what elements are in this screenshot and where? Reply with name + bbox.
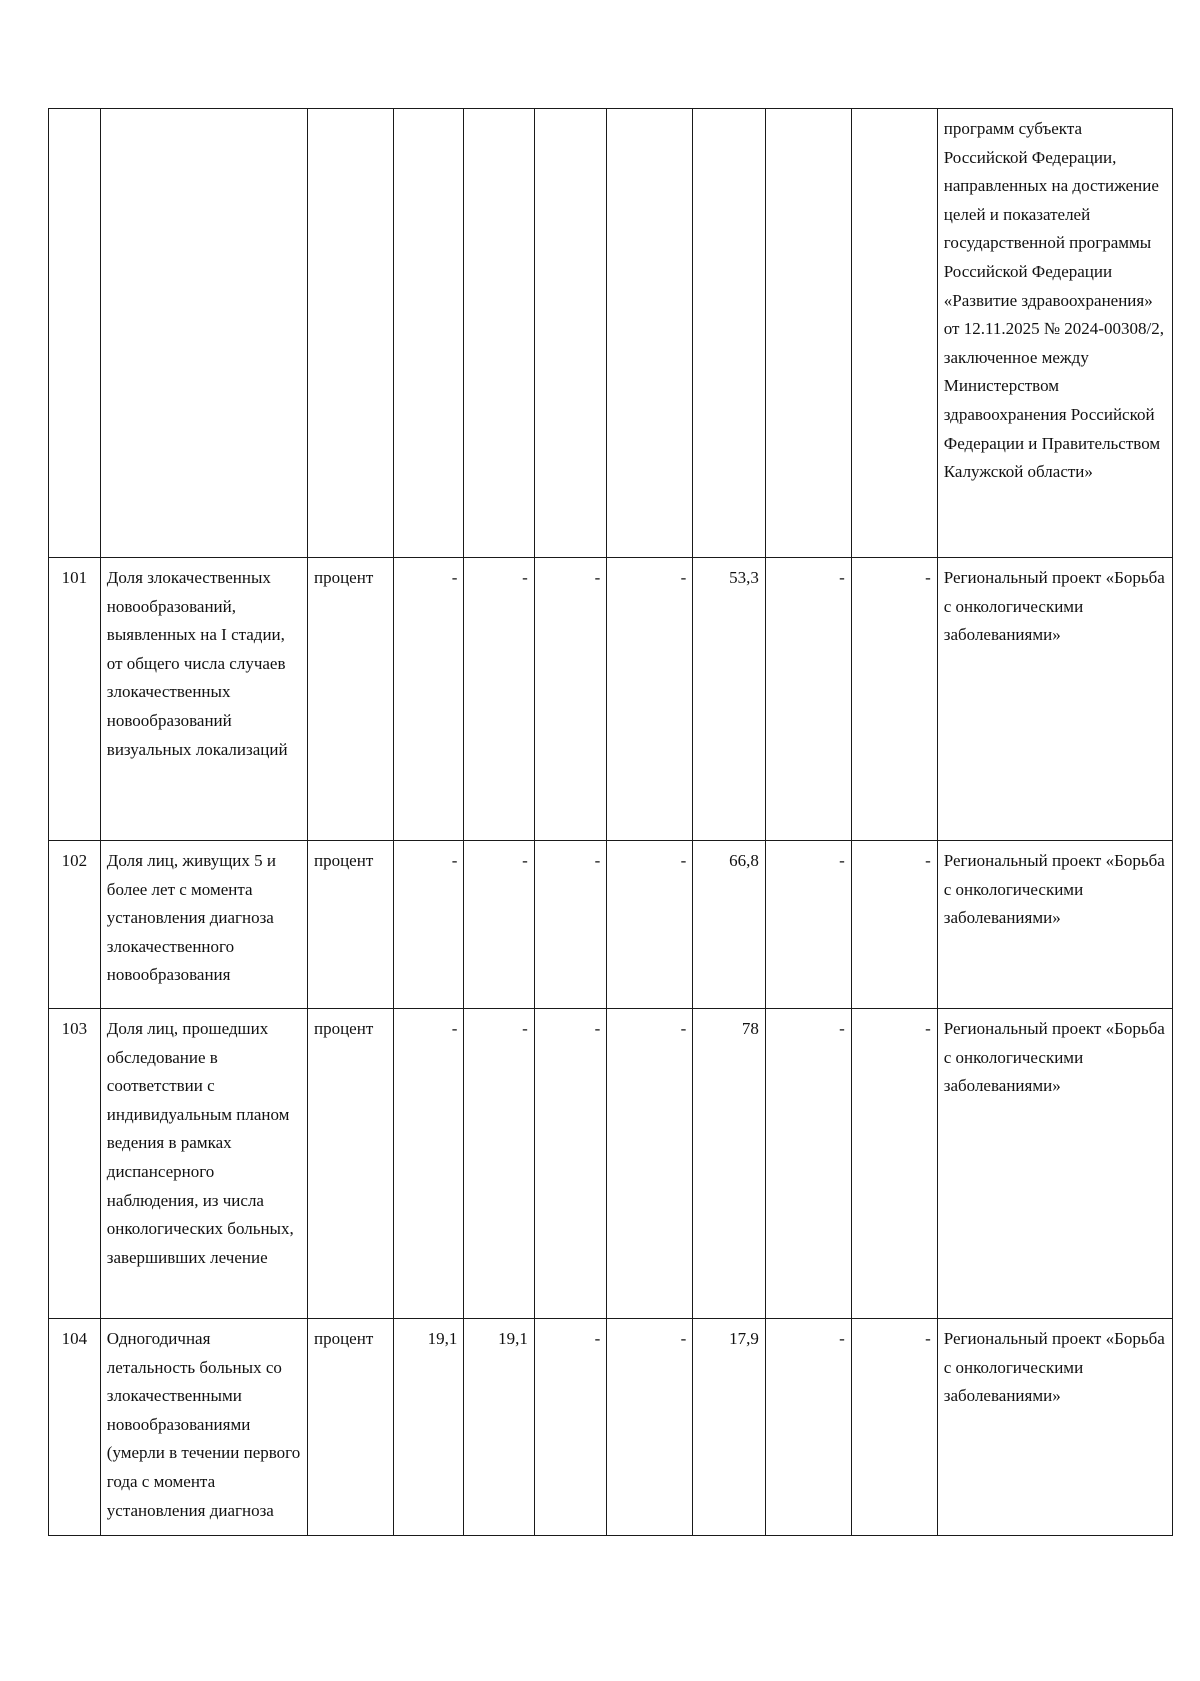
value-cell: -: [765, 558, 851, 841]
value-cell: 53,3: [693, 558, 766, 841]
indicator-name-cell: [100, 109, 307, 558]
row-number-cell: [49, 109, 101, 558]
value-cell: 17,9: [693, 1319, 766, 1536]
source-cell: программ субъекта Российской Федерации, направленных на достижение целей и показателей государственной программы Российской Федерации «Развитие здравоохранения» от 12.11.2025 № 2024-00308/2, заключенное между Министерством здравоохранения Российской Федерации и Правительством Калужской области»: [937, 109, 1172, 558]
value-cell: -: [464, 841, 534, 1009]
value-cell: -: [851, 1009, 937, 1319]
value-cell: -: [393, 841, 463, 1009]
value-cell: -: [851, 841, 937, 1009]
row-number-cell: 104: [49, 1319, 101, 1536]
indicator-name-cell: Доля лиц, живущих 5 и более лет с момента установления диагноза злокачественного новообразования: [100, 841, 307, 1009]
source-cell: Региональный проект «Борьба с онкологическими заболеваниями»: [937, 1319, 1172, 1536]
table-row: [49, 1319, 1173, 1536]
unit-cell: процент: [307, 558, 393, 841]
unit-cell: [307, 109, 393, 558]
indicators-table: [48, 108, 1173, 1536]
value-cell: -: [765, 841, 851, 1009]
unit-cell: процент: [307, 1319, 393, 1536]
value-cell: -: [534, 841, 607, 1009]
value-cell: [851, 109, 937, 558]
value-cell: -: [851, 1319, 937, 1536]
value-cell: -: [607, 1009, 693, 1319]
indicator-name-cell: Доля лиц, прошедших обследование в соответствии с индивидуальным планом ведения в рамках диспансерного наблюдения, из числа онкологических больных, завершивших лечение: [100, 1009, 307, 1319]
value-cell: -: [393, 1009, 463, 1319]
value-cell: -: [765, 1319, 851, 1536]
unit-cell: процент: [307, 1009, 393, 1319]
table-row: [49, 841, 1173, 1009]
value-cell: -: [464, 558, 534, 841]
indicator-name-cell: Доля злокачественных новообразований, выявленных на I стадии, от общего числа случаев злокачественных новообразований визуальных локализаций: [100, 558, 307, 841]
value-cell: -: [851, 558, 937, 841]
unit-cell: процент: [307, 841, 393, 1009]
value-cell: -: [393, 558, 463, 841]
row-number-cell: 101: [49, 558, 101, 841]
value-cell: -: [607, 1319, 693, 1536]
source-cell: Региональный проект «Борьба с онкологическими заболеваниями»: [937, 1009, 1172, 1319]
value-cell: -: [534, 1009, 607, 1319]
value-cell: -: [464, 1009, 534, 1319]
value-cell: 66,8: [693, 841, 766, 1009]
value-cell: 19,1: [464, 1319, 534, 1536]
value-cell: [464, 109, 534, 558]
value-cell: [393, 109, 463, 558]
table-row: [49, 109, 1173, 558]
value-cell: [693, 109, 766, 558]
value-cell: [607, 109, 693, 558]
table-row: [49, 1009, 1173, 1319]
value-cell: -: [534, 558, 607, 841]
value-cell: -: [765, 1009, 851, 1319]
row-number-cell: 102: [49, 841, 101, 1009]
indicator-name-cell: Одногодичная летальность больных со злокачественными новообразованиями (умерли в течении первого года с момента установления диагноза: [100, 1319, 307, 1536]
value-cell: -: [607, 841, 693, 1009]
value-cell: -: [607, 558, 693, 841]
value-cell: 78: [693, 1009, 766, 1319]
value-cell: -: [534, 1319, 607, 1536]
row-number-cell: 103: [49, 1009, 101, 1319]
source-cell: Региональный проект «Борьба с онкологическими заболеваниями»: [937, 841, 1172, 1009]
table-row: [49, 558, 1173, 841]
value-cell: [765, 109, 851, 558]
source-cell: Региональный проект «Борьба с онкологическими заболеваниями»: [937, 558, 1172, 841]
value-cell: [534, 109, 607, 558]
value-cell: 19,1: [393, 1319, 463, 1536]
